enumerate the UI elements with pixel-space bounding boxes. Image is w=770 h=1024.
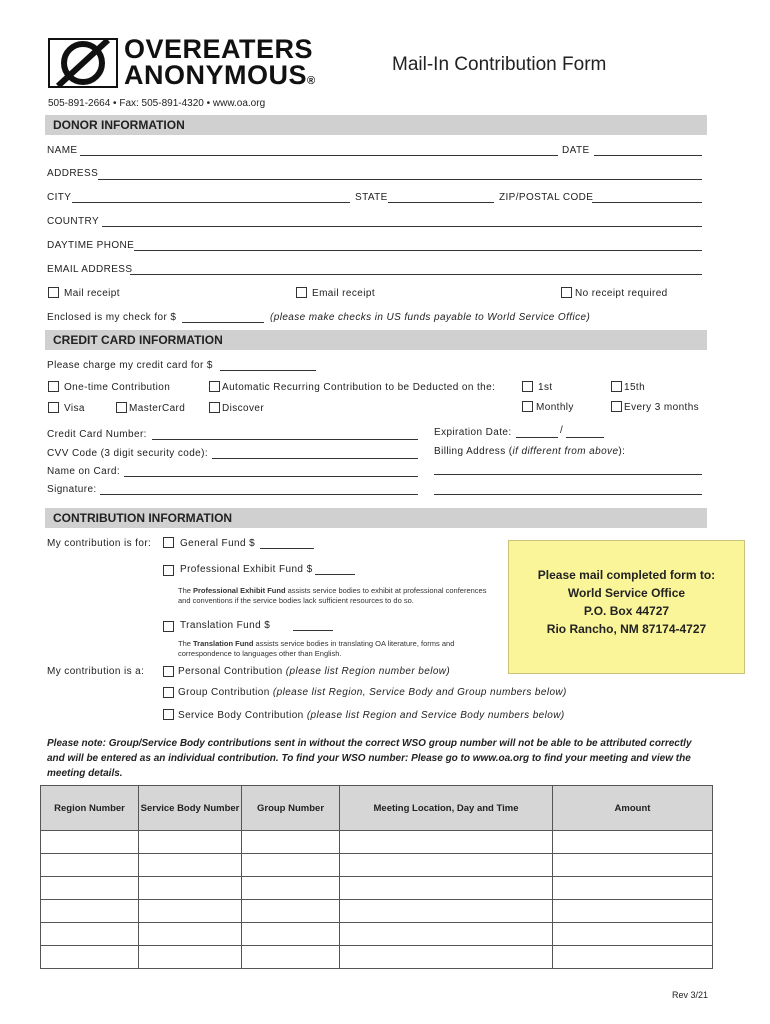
- group-number-note: Please note: Group/Service Body contributions sent in without the correct WSO group number will not be able to be attributed correctly and will be entered as an individual contribution. To find your WSO number: Please go to www.oa.org to find your meeting and view the meeting details.: [47, 738, 692, 779]
- translation-fund-field[interactable]: [293, 630, 333, 631]
- mail-line3: P.O. Box 44727: [583, 604, 670, 618]
- one-time-label: One-time Contribution: [64, 382, 171, 393]
- table-cell[interactable]: [139, 900, 242, 923]
- meeting-location-header: Meeting Location, Day and Time: [340, 786, 553, 831]
- table-cell[interactable]: [340, 900, 553, 923]
- city-label: CITY: [47, 192, 72, 203]
- translation-desc-pre: The: [178, 639, 194, 648]
- table-cell[interactable]: [41, 900, 139, 923]
- one-time-checkbox[interactable]: [48, 381, 59, 392]
- table-cell[interactable]: [242, 854, 340, 877]
- fifteenth-label: 15th: [624, 382, 646, 393]
- exhibit-fund-description: [178, 586, 498, 606]
- table-cell[interactable]: [139, 923, 242, 946]
- table-row: [41, 900, 713, 923]
- mail-to-box: [508, 540, 745, 674]
- group-note: (please list Region, Service Body and Group numbers below): [272, 687, 567, 698]
- phone-label: DAYTIME PHONE: [47, 240, 135, 251]
- mail-line1: Please mail completed form to:: [537, 568, 716, 582]
- name-on-card-field[interactable]: [124, 476, 418, 477]
- monthly-label: Monthly: [536, 402, 574, 413]
- table-cell[interactable]: [139, 831, 242, 854]
- table-cell[interactable]: [553, 900, 713, 923]
- cvv-label: CVV Code (3 digit security code):: [47, 448, 209, 459]
- credit-section-header: CREDIT CARD INFORMATION: [45, 330, 707, 350]
- mail-line4: Rio Rancho, NM 87174-4727: [546, 622, 707, 636]
- amount-header: Amount: [553, 786, 713, 831]
- table-row: [41, 831, 713, 854]
- org-name: [124, 36, 316, 94]
- translation-desc-text: assists service bodies in translating OA literature, forms and correspondence to languages other than English.: [178, 639, 455, 658]
- revision-label: Rev 3/21: [672, 990, 709, 1000]
- table-cell[interactable]: [553, 923, 713, 946]
- personal-note: (please list Region number below): [285, 666, 451, 677]
- every3-label: Every 3 months: [624, 402, 700, 413]
- form-title: Mail-In Contribution Form: [392, 54, 607, 75]
- exhibit-fund-label: Professional Exhibit Fund $: [180, 564, 313, 575]
- general-fund-label: General Fund $: [180, 538, 256, 549]
- org-line2: ANONYMOUS: [124, 60, 308, 90]
- service-text: Service Body Contribution: [178, 710, 304, 721]
- address-field[interactable]: [98, 179, 702, 180]
- billing-label-italic: if different from above: [512, 446, 619, 457]
- table-cell[interactable]: [340, 831, 553, 854]
- mastercard-checkbox[interactable]: [116, 402, 127, 413]
- first-label: 1st: [538, 382, 553, 393]
- automatic-checkbox[interactable]: [209, 381, 220, 392]
- email-label: EMAIL ADDRESS: [47, 264, 133, 275]
- donor-section-header: DONOR INFORMATION: [45, 115, 707, 135]
- group-number-header: Group Number: [242, 786, 340, 831]
- table-cell[interactable]: [41, 923, 139, 946]
- exp-year-field[interactable]: [566, 437, 604, 438]
- translation-desc-bold: Translation Fund: [193, 639, 254, 648]
- table-cell[interactable]: [553, 854, 713, 877]
- zip-field[interactable]: [592, 202, 702, 203]
- translation-fund-label: Translation Fund $: [180, 620, 271, 631]
- org-line1: OVEREATERS: [124, 34, 314, 64]
- cvv-field[interactable]: [212, 458, 418, 459]
- table-cell[interactable]: [139, 877, 242, 900]
- table-cell[interactable]: [340, 946, 553, 969]
- table-header-row: [41, 786, 713, 831]
- exp-month-field[interactable]: [516, 437, 558, 438]
- contribution-for-label: My contribution is for:: [47, 538, 152, 549]
- mail-receipt-label: Mail receipt: [64, 288, 120, 299]
- discover-label: Discover: [222, 403, 265, 414]
- email-receipt-label: Email receipt: [312, 288, 375, 299]
- date-field[interactable]: [594, 155, 702, 156]
- card-number-label: Credit Card Number:: [47, 429, 147, 440]
- personal-label: [178, 666, 450, 677]
- table-row: [41, 946, 713, 969]
- email-field[interactable]: [130, 274, 702, 275]
- general-fund-checkbox[interactable]: [163, 537, 174, 548]
- group-label: [178, 687, 567, 698]
- charge-label: Please charge my credit card for $: [47, 360, 213, 371]
- table-cell[interactable]: [41, 877, 139, 900]
- city-field[interactable]: [72, 202, 350, 203]
- service-body-number-header: Service Body Number: [139, 786, 242, 831]
- mail-line2: World Service Office: [567, 586, 686, 600]
- translation-fund-checkbox[interactable]: [163, 621, 174, 632]
- service-note: (please list Region and Service Body numbers below): [306, 710, 565, 721]
- table-cell[interactable]: [242, 900, 340, 923]
- card-number-field[interactable]: [152, 439, 418, 440]
- table-cell[interactable]: [553, 877, 713, 900]
- fifteenth-checkbox[interactable]: [611, 381, 622, 392]
- personal-checkbox[interactable]: [163, 666, 174, 677]
- table-row: [41, 877, 713, 900]
- first-checkbox[interactable]: [522, 381, 533, 392]
- zip-label: ZIP/POSTAL CODE: [499, 192, 594, 203]
- visa-checkbox[interactable]: [48, 402, 59, 413]
- personal-text: Personal Contribution: [178, 666, 283, 677]
- table-cell[interactable]: [340, 923, 553, 946]
- table-cell[interactable]: [242, 946, 340, 969]
- every3-checkbox[interactable]: [611, 401, 622, 412]
- table-cell[interactable]: [139, 946, 242, 969]
- service-checkbox[interactable]: [163, 709, 174, 720]
- table-cell[interactable]: [553, 946, 713, 969]
- no-receipt-checkbox[interactable]: [561, 287, 572, 298]
- group-text: Group Contribution: [178, 687, 270, 698]
- enclosed-label: Enclosed is my check for $: [47, 312, 177, 323]
- contact-info: 505-891-2664 • Fax: 505-891-4320 • www.oa.org: [48, 98, 266, 109]
- phone-field[interactable]: [134, 250, 702, 251]
- billing-line-1[interactable]: [434, 474, 702, 475]
- check-amount-field[interactable]: [182, 322, 264, 323]
- exhibit-desc-pre: The: [178, 586, 194, 595]
- table-cell[interactable]: [41, 854, 139, 877]
- billing-label-start: Billing Address (: [434, 446, 513, 457]
- oa-logo: [48, 38, 118, 88]
- signature-label: Signature:: [47, 484, 97, 495]
- exp-separator: /: [560, 425, 564, 436]
- name-label: NAME: [47, 145, 78, 156]
- table-cell[interactable]: [139, 854, 242, 877]
- discover-checkbox[interactable]: [209, 402, 220, 413]
- table-cell[interactable]: [340, 877, 553, 900]
- country-label: COUNTRY: [47, 216, 100, 227]
- table-cell[interactable]: [340, 854, 553, 877]
- contribution-table: [40, 785, 713, 969]
- state-field[interactable]: [388, 202, 494, 203]
- mastercard-label: MasterCard: [129, 403, 186, 414]
- monthly-checkbox[interactable]: [522, 401, 533, 412]
- date-label: DATE: [562, 145, 590, 156]
- table-cell[interactable]: [41, 831, 139, 854]
- general-fund-field[interactable]: [260, 548, 314, 549]
- name-field[interactable]: [80, 155, 558, 156]
- table-cell[interactable]: [41, 946, 139, 969]
- table-row: [41, 854, 713, 877]
- check-note: (please make checks in US funds payable to World Service Office): [270, 312, 591, 323]
- exhibit-fund-checkbox[interactable]: [163, 565, 174, 576]
- billing-label: [434, 446, 625, 457]
- exhibit-desc-bold: Professional Exhibit Fund: [193, 586, 286, 595]
- automatic-label: Automatic Recurring Contribution to be Deducted on the:: [222, 382, 496, 393]
- registered-mark: ®: [307, 75, 316, 87]
- service-label: [178, 710, 565, 721]
- charge-amount-field[interactable]: [220, 370, 316, 371]
- group-checkbox[interactable]: [163, 687, 174, 698]
- translation-fund-description: [178, 639, 478, 659]
- exhibit-desc-text: assists service bodies to exhibit at professional conferences and conventions if the service bodies lack sufficient resources to do so.: [178, 586, 487, 605]
- table-cell[interactable]: [242, 877, 340, 900]
- email-receipt-checkbox[interactable]: [296, 287, 307, 298]
- contribution-is-label: My contribution is a:: [47, 666, 145, 677]
- table-cell[interactable]: [242, 831, 340, 854]
- state-label: STATE: [355, 192, 388, 203]
- exhibit-fund-field[interactable]: [315, 574, 355, 575]
- expiration-label: Expiration Date:: [434, 427, 512, 438]
- table-cell[interactable]: [242, 923, 340, 946]
- country-field[interactable]: [102, 226, 702, 227]
- table-row: [41, 923, 713, 946]
- table-cell[interactable]: [553, 831, 713, 854]
- visa-label: Visa: [64, 403, 85, 414]
- mail-receipt-checkbox[interactable]: [48, 287, 59, 298]
- billing-line-2[interactable]: [434, 494, 702, 495]
- contribution-section-header: CONTRIBUTION INFORMATION: [45, 508, 707, 528]
- name-on-card-label: Name on Card:: [47, 466, 121, 477]
- address-label: ADDRESS: [47, 168, 99, 179]
- no-receipt-label: No receipt required: [575, 288, 668, 299]
- region-number-header: Region Number: [41, 786, 139, 831]
- signature-field[interactable]: [100, 494, 418, 495]
- billing-label-end: ):: [618, 446, 626, 457]
